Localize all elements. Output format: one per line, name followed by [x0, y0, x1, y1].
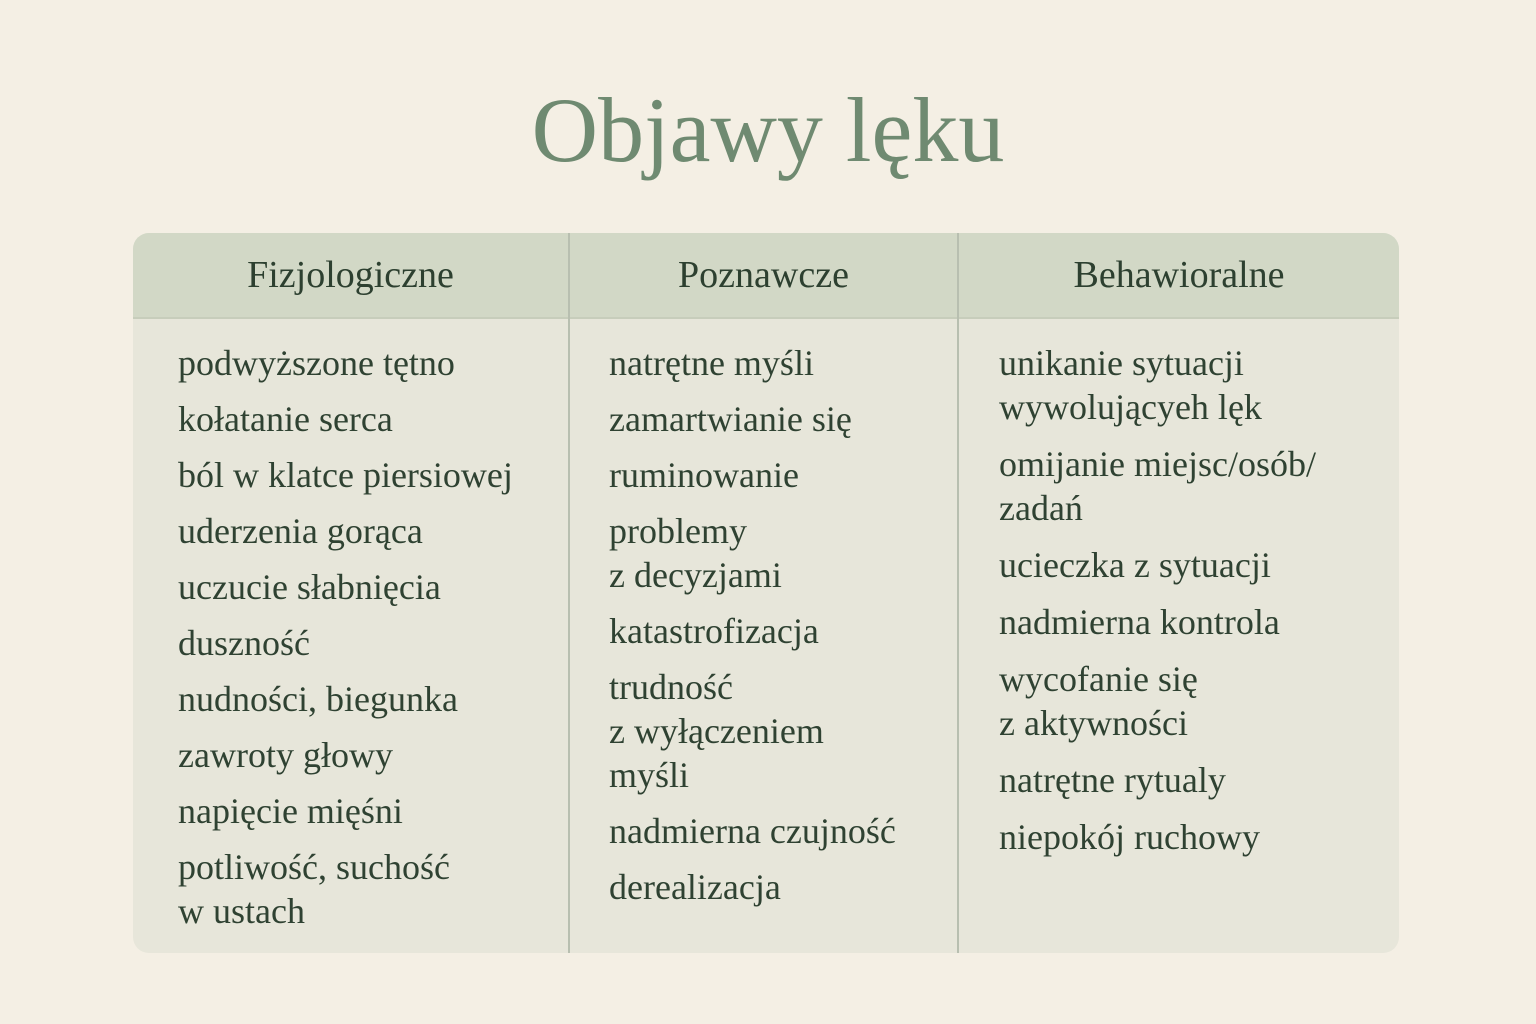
cognitive-list [570, 341, 957, 921]
list-item: trudność z wyłączeniem myśli [609, 667, 824, 795]
page-title: Objawy lęku [531, 79, 1005, 181]
list-item: natrętne rytualy [999, 760, 1226, 800]
column-header-cognitive: Poznawcze [570, 233, 957, 317]
column-header-behavioral: Behawioralne [959, 233, 1399, 317]
symptoms-table [133, 233, 1399, 953]
list-item: zawroty głowy [178, 735, 393, 775]
list-item: ruminowanie [609, 455, 799, 495]
physiological-list [133, 341, 568, 945]
list-item: nudności, biegunka [178, 679, 458, 719]
header-separator [570, 317, 957, 319]
column-behavioral [959, 233, 1399, 953]
list-item: kołatanie serca [178, 399, 393, 439]
column-cognitive [570, 233, 957, 953]
list-item: omijanie miejsc/osób/ zadań [999, 444, 1316, 528]
list-item: zamartwianie się [609, 399, 852, 439]
column-header-physiological: Fizjologiczne [133, 233, 568, 317]
list-item: napięcie mięśni [178, 791, 403, 831]
list-item: derealizacja [609, 867, 781, 907]
list-item: natrętne myśli [609, 343, 814, 383]
list-item: nadmierna czujność [609, 811, 896, 851]
column-physiological [133, 233, 568, 953]
list-item: nadmierna kontrola [999, 602, 1280, 642]
list-item: ucieczka z sytuacji [999, 545, 1271, 585]
header-separator [133, 317, 568, 319]
list-item: niepokój ruchowy [999, 817, 1260, 857]
list-item: podwyższone tętno [178, 343, 455, 383]
list-item: uderzenia gorąca [178, 511, 423, 551]
list-item: katastrofizacja [609, 611, 819, 651]
list-item: unikanie sytuacji wywolującyeh lęk [999, 343, 1262, 427]
list-item: ból w klatce piersiowej [178, 455, 513, 495]
list-item: problemy z decyzjami [609, 511, 782, 595]
list-item: uczucie słabnięcia [178, 567, 441, 607]
list-item: wycofanie się z aktywności [999, 659, 1198, 743]
list-item: potliwość, suchość w ustach [178, 847, 450, 931]
header-separator [959, 317, 1399, 319]
list-item: duszność [178, 623, 310, 663]
behavioral-list [959, 341, 1399, 872]
